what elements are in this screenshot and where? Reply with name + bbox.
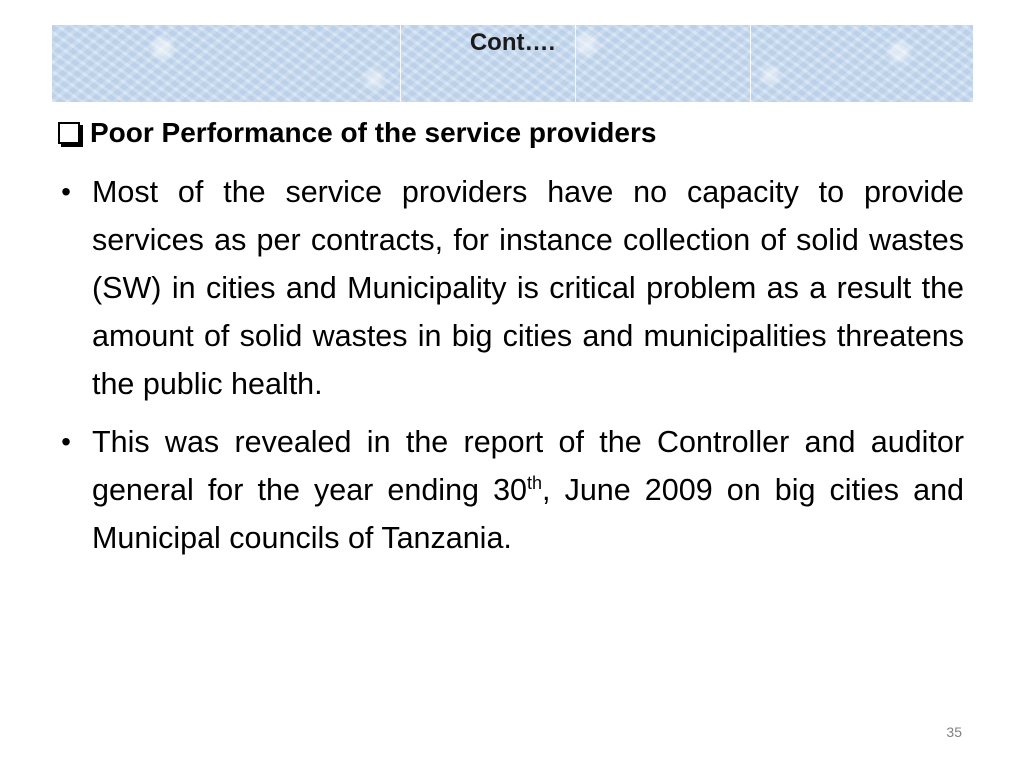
bullet-text-part: , June 2009 on big cities and Municipal councils of Tanzania. <box>92 473 964 555</box>
section-heading <box>52 114 972 152</box>
bullet-list <box>52 168 964 572</box>
header-banner <box>52 25 973 102</box>
bullet-icon: • <box>61 176 71 207</box>
checkbox-icon <box>58 122 80 144</box>
slide-number: 35 <box>946 724 962 740</box>
bullet-item <box>52 418 964 562</box>
bullet-icon: • <box>61 426 71 457</box>
superscript: th <box>527 472 543 493</box>
bullet-item <box>52 168 964 408</box>
bullet-text: Most of the service providers have no capacity to provide services as per contracts, for instance collection of solid wastes (SW) in cities and Municipality is critical problem as a result the amount of solid wastes in big cities and municipalities threatens the public health. <box>92 175 964 401</box>
bullet-text-part: This was revealed in the report of the Controller and auditor general for the year ending 30 <box>92 425 964 507</box>
slide-title: Cont…. <box>469 29 556 56</box>
bullet-text <box>92 425 964 555</box>
section-heading-text: Poor Performance of the service providers <box>90 117 657 148</box>
